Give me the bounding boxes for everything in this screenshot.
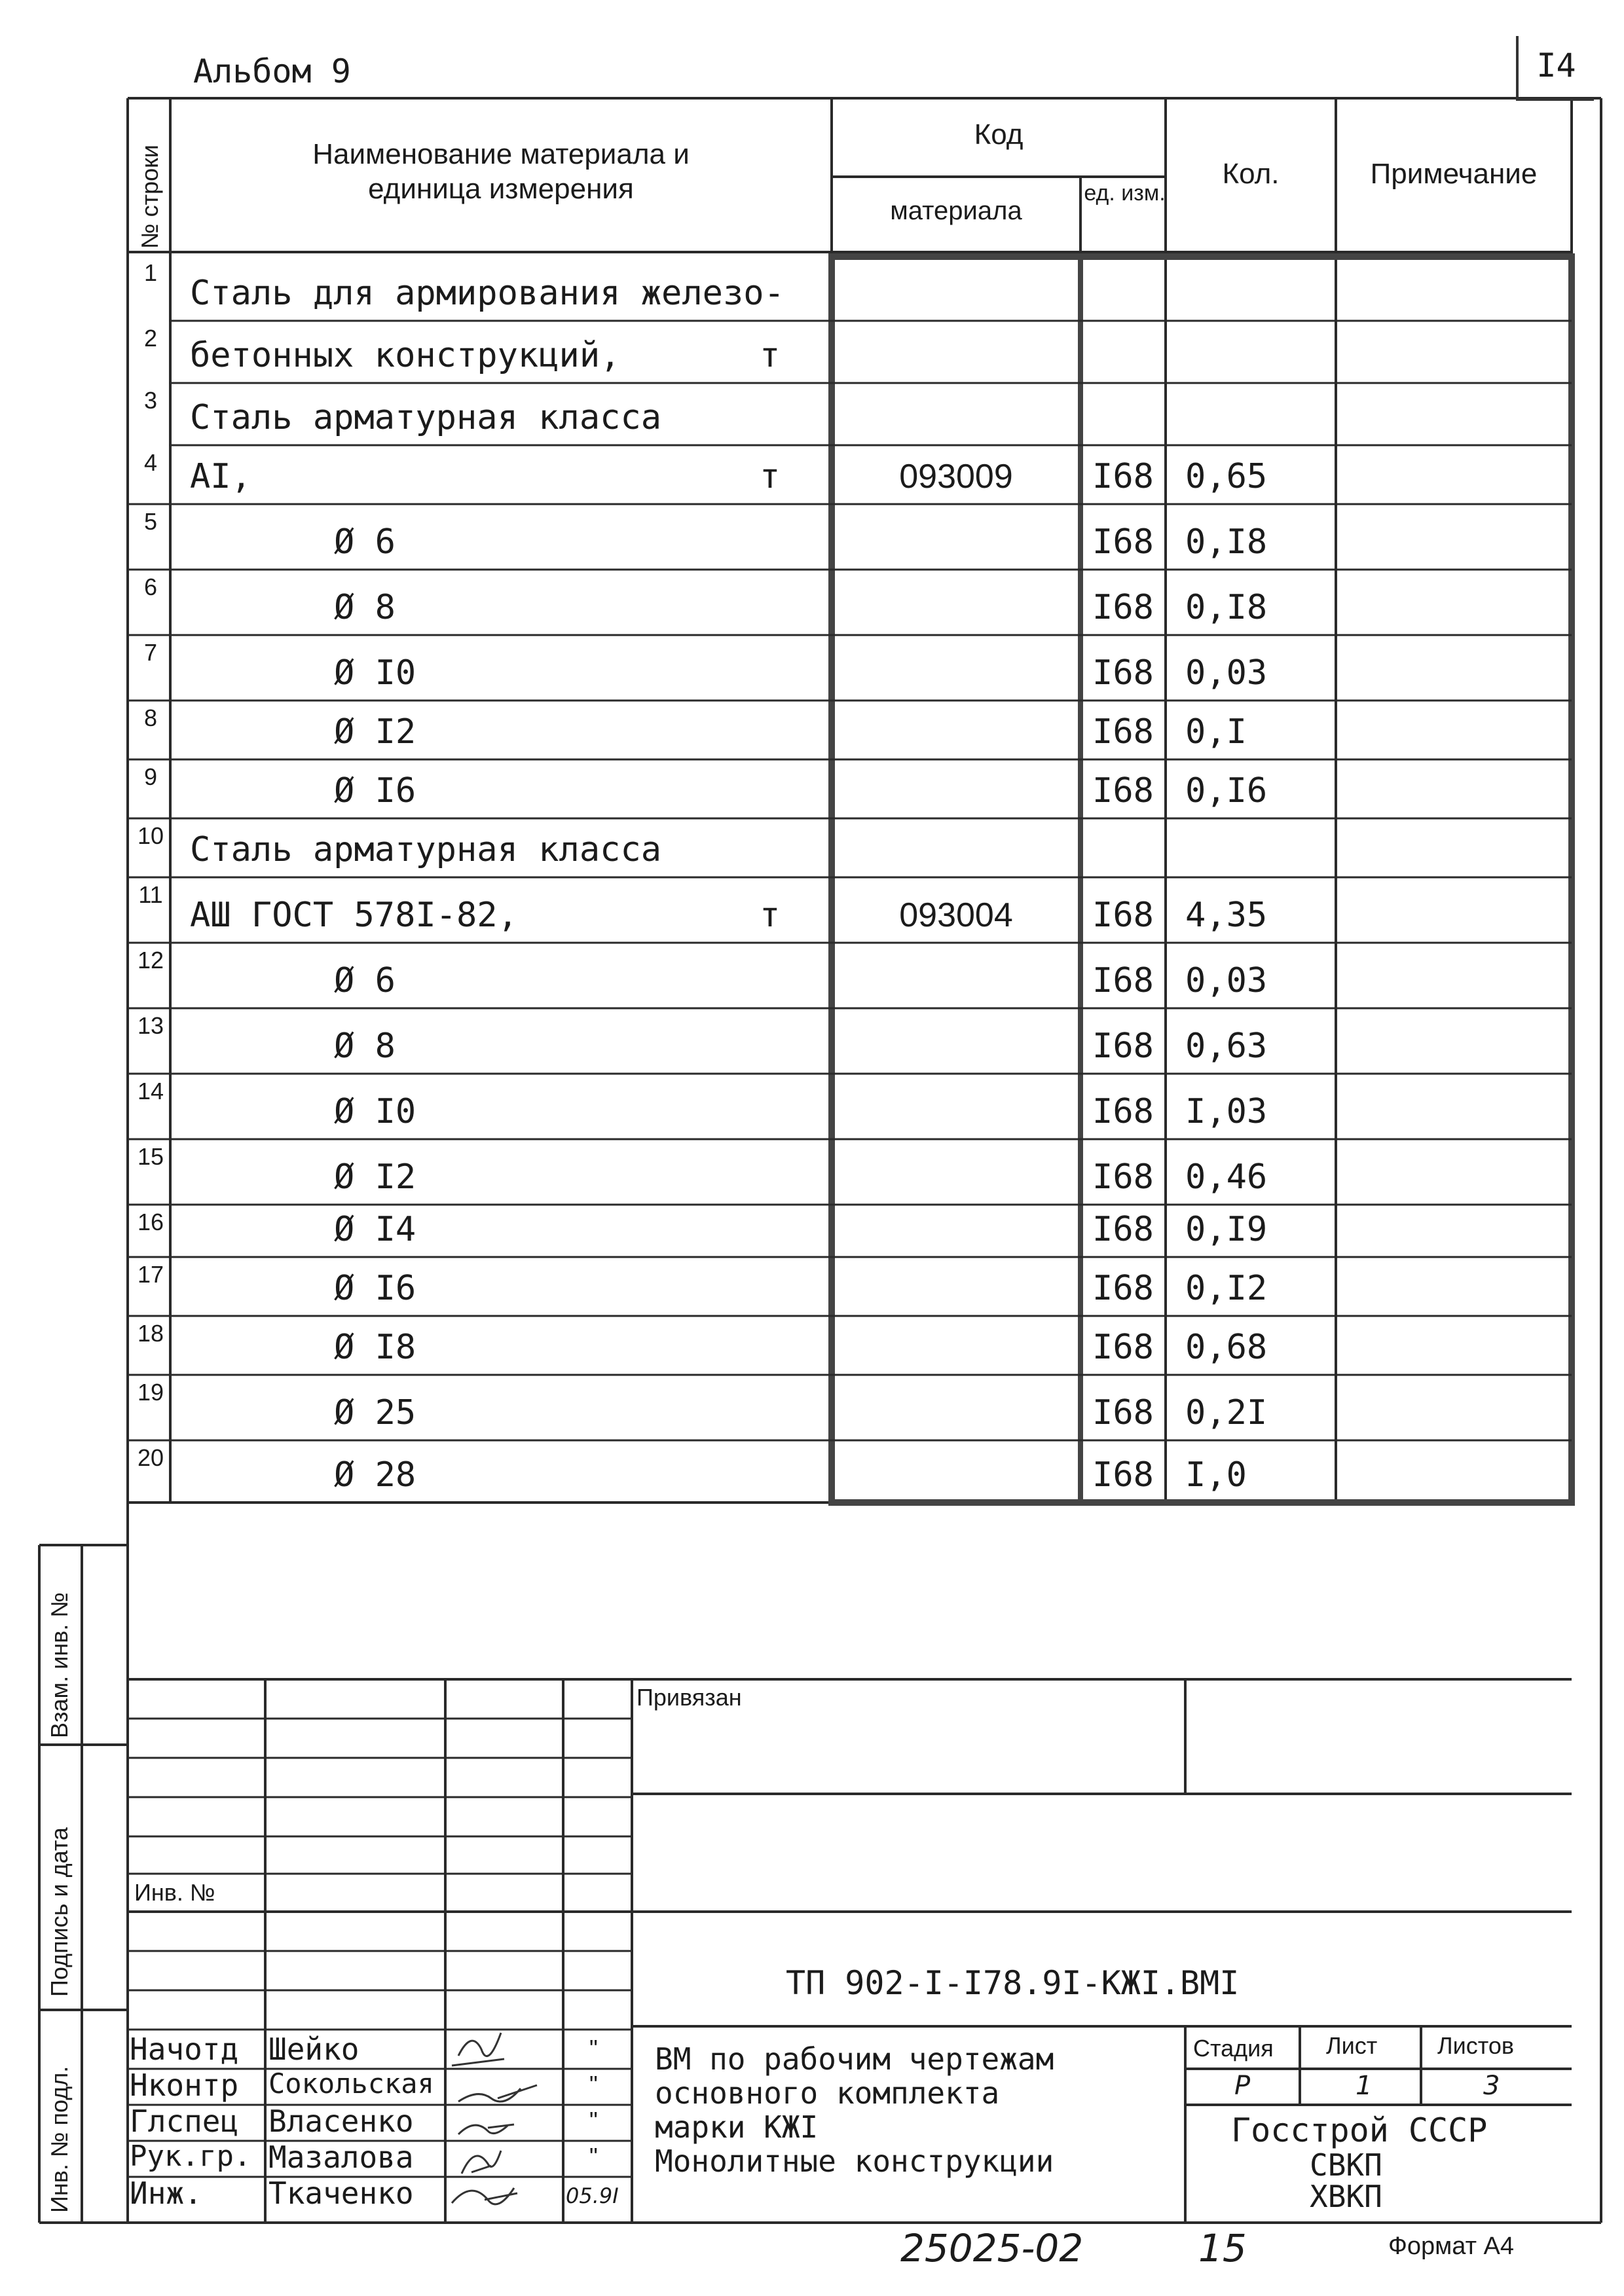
row-number: 12 (137, 947, 164, 974)
row-qty: I,03 (1185, 1092, 1268, 1131)
row-text: Ø I0 (334, 1092, 416, 1131)
row-number: 11 (138, 881, 163, 908)
row-text: Сталь арматурная класса (190, 398, 662, 437)
row-number: 7 (143, 639, 158, 666)
col-header-code-unit: ед. изм. (1084, 181, 1166, 206)
footer-format: Формат А4 (1388, 2232, 1515, 2260)
row-number: 17 (137, 1261, 164, 1288)
row-unit: I68 (1092, 1210, 1154, 1249)
row-number: 14 (137, 1078, 164, 1104)
row-text: Ø I6 (334, 771, 416, 811)
row-text: Ø 6 (334, 522, 396, 562)
row-unit-t: т (760, 896, 781, 935)
row-number: 2 (143, 325, 158, 352)
row-text: Ø I4 (334, 1210, 416, 1249)
row-unit-t: т (760, 457, 781, 496)
row-unit: I68 (1092, 961, 1154, 1000)
row-text: Ø 8 (334, 588, 396, 627)
row-number: 18 (137, 1320, 164, 1347)
ditto-3: " (589, 2143, 598, 2170)
name-0: Шейко (268, 2032, 360, 2067)
album-label: Альбом 9 (193, 52, 351, 90)
description-line-0: ВМ по рабочим чертежам (655, 2041, 1054, 2077)
stage-label: Стадия (1193, 2035, 1274, 2062)
row-number: 3 (143, 387, 158, 414)
ditto-0: " (589, 2035, 598, 2062)
row-number: 9 (143, 763, 158, 790)
row-unit-t: т (760, 336, 781, 375)
row-unit: I68 (1092, 1092, 1154, 1131)
row-qty: 0,I2 (1185, 1269, 1268, 1308)
col-header-name: Наименование материала и единица измерения (312, 138, 690, 205)
row-number: 8 (143, 704, 158, 731)
row-text: Сталь арматурная класса (190, 830, 662, 869)
row-text: Ø I2 (334, 712, 416, 752)
page-number: I4 (1516, 36, 1594, 101)
row-text: Сталь для армирования железо- (190, 274, 784, 313)
description-line-2: марки КЖI (655, 2109, 819, 2145)
sheets-label: Листов (1437, 2032, 1514, 2059)
row-number: 16 (137, 1209, 164, 1235)
row-unit: I68 (1092, 457, 1154, 496)
name-2: Власенко (268, 2104, 414, 2139)
name-4: Ткаченко (268, 2176, 414, 2211)
document-code: ТП 902-I-I78.9I-КЖI.ВМI (786, 1964, 1240, 2002)
row-qty: 0,03 (1185, 653, 1268, 693)
inv-no-label: Инв. № (134, 1879, 215, 1906)
row-number: 4 (143, 449, 158, 476)
row-code: 093004 (899, 896, 1013, 934)
row-qty: 0,I9 (1185, 1210, 1268, 1249)
row-text: Ø 6 (334, 961, 396, 1000)
row-unit: I68 (1092, 1393, 1154, 1432)
row-qty: 0,I8 (1185, 588, 1268, 627)
row-qty: 0,46 (1185, 1157, 1268, 1197)
ditto-2: " (589, 2107, 598, 2134)
row-unit: I68 (1092, 1269, 1154, 1308)
row-qty: 4,35 (1185, 896, 1268, 935)
description-line-3: Монолитные конструкции (655, 2143, 1054, 2179)
row-number: 6 (143, 574, 158, 600)
sheet-value: 1 (1356, 2071, 1373, 2101)
row-qty: 0,I6 (1185, 771, 1268, 811)
row-text: Ø I8 (334, 1328, 416, 1367)
row-text: Ø I6 (334, 1269, 416, 1308)
row-qty: 0,I8 (1185, 522, 1268, 562)
col-header-code: Код (974, 118, 1024, 151)
row-number: 19 (137, 1379, 164, 1406)
col-header-row-no: № строки (136, 144, 163, 249)
row-qty: 0,I (1185, 712, 1247, 752)
name-3: Мазалова (268, 2140, 414, 2175)
row-text: Ø 28 (334, 1455, 416, 1495)
footer-number: 25025-02 (900, 2226, 1084, 2270)
row-unit: I68 (1092, 1328, 1154, 1367)
row-number: 10 (137, 822, 164, 849)
row-text: Ø 25 (334, 1393, 416, 1432)
role-3: Рук.гр. (130, 2140, 251, 2173)
row-text: бетонных конструкций, (190, 336, 621, 375)
sign-date: 05.9I (566, 2183, 619, 2208)
row-text: Ø I2 (334, 1157, 416, 1197)
row-unit: I68 (1092, 522, 1154, 562)
row-qty: 0,2I (1185, 1393, 1268, 1432)
org-line-1: СВКП (1310, 2147, 1382, 2183)
row-qty: 0,65 (1185, 457, 1268, 496)
col-header-code-material: материала (890, 196, 1022, 225)
org-line-0: Госстрой СССР (1231, 2111, 1488, 2149)
vzam-inv-label: Взам. инв. № (46, 1592, 73, 1738)
row-text: АI, (190, 457, 251, 496)
footer-page: 15 (1198, 2226, 1247, 2270)
row-number: 13 (137, 1012, 164, 1039)
row-unit: I68 (1092, 1455, 1154, 1495)
privyazan-label: Привязан (637, 1684, 742, 1711)
row-code: 093009 (899, 458, 1013, 496)
row-qty: 0,63 (1185, 1027, 1268, 1066)
row-text: АШ ГОСТ 578I-82, (190, 896, 518, 935)
row-qty: I,0 (1185, 1455, 1247, 1495)
col-header-qty: Кол. (1222, 158, 1280, 190)
row-text: Ø 8 (334, 1027, 396, 1066)
description-line-1: основного комплекта (655, 2075, 1000, 2111)
inv-podl-label: Инв. № подл. (46, 2066, 73, 2213)
role-1: Нконтр (130, 2068, 239, 2103)
row-number: 5 (143, 508, 158, 535)
role-2: Глспец (130, 2104, 239, 2139)
podpis-data-label: Подпись и дата (46, 1827, 73, 1997)
row-unit: I68 (1092, 1157, 1154, 1197)
row-unit: I68 (1092, 653, 1154, 693)
signatures (452, 2033, 537, 2204)
org-line-2: ХВКП (1310, 2179, 1382, 2214)
row-unit: I68 (1092, 771, 1154, 811)
col-header-note: Примечание (1370, 158, 1538, 190)
role-4: Инж. (130, 2176, 202, 2211)
name-1: Сокольская (268, 2068, 434, 2100)
sheets-value: 3 (1483, 2071, 1500, 2101)
ditto-1: " (589, 2071, 598, 2098)
row-number: 15 (137, 1143, 164, 1170)
row-unit: I68 (1092, 712, 1154, 752)
role-0: Начотд (130, 2032, 239, 2067)
row-qty: 0,68 (1185, 1328, 1268, 1367)
row-qty: 0,03 (1185, 961, 1268, 1000)
row-unit: I68 (1092, 896, 1154, 935)
row-unit: I68 (1092, 588, 1154, 627)
row-number: 1 (143, 259, 158, 286)
row-text: Ø I0 (334, 653, 416, 693)
row-unit: I68 (1092, 1027, 1154, 1066)
sheet-label: Лист (1326, 2032, 1378, 2059)
row-number: 20 (137, 1444, 164, 1471)
stage-value: Р (1234, 2071, 1251, 2101)
